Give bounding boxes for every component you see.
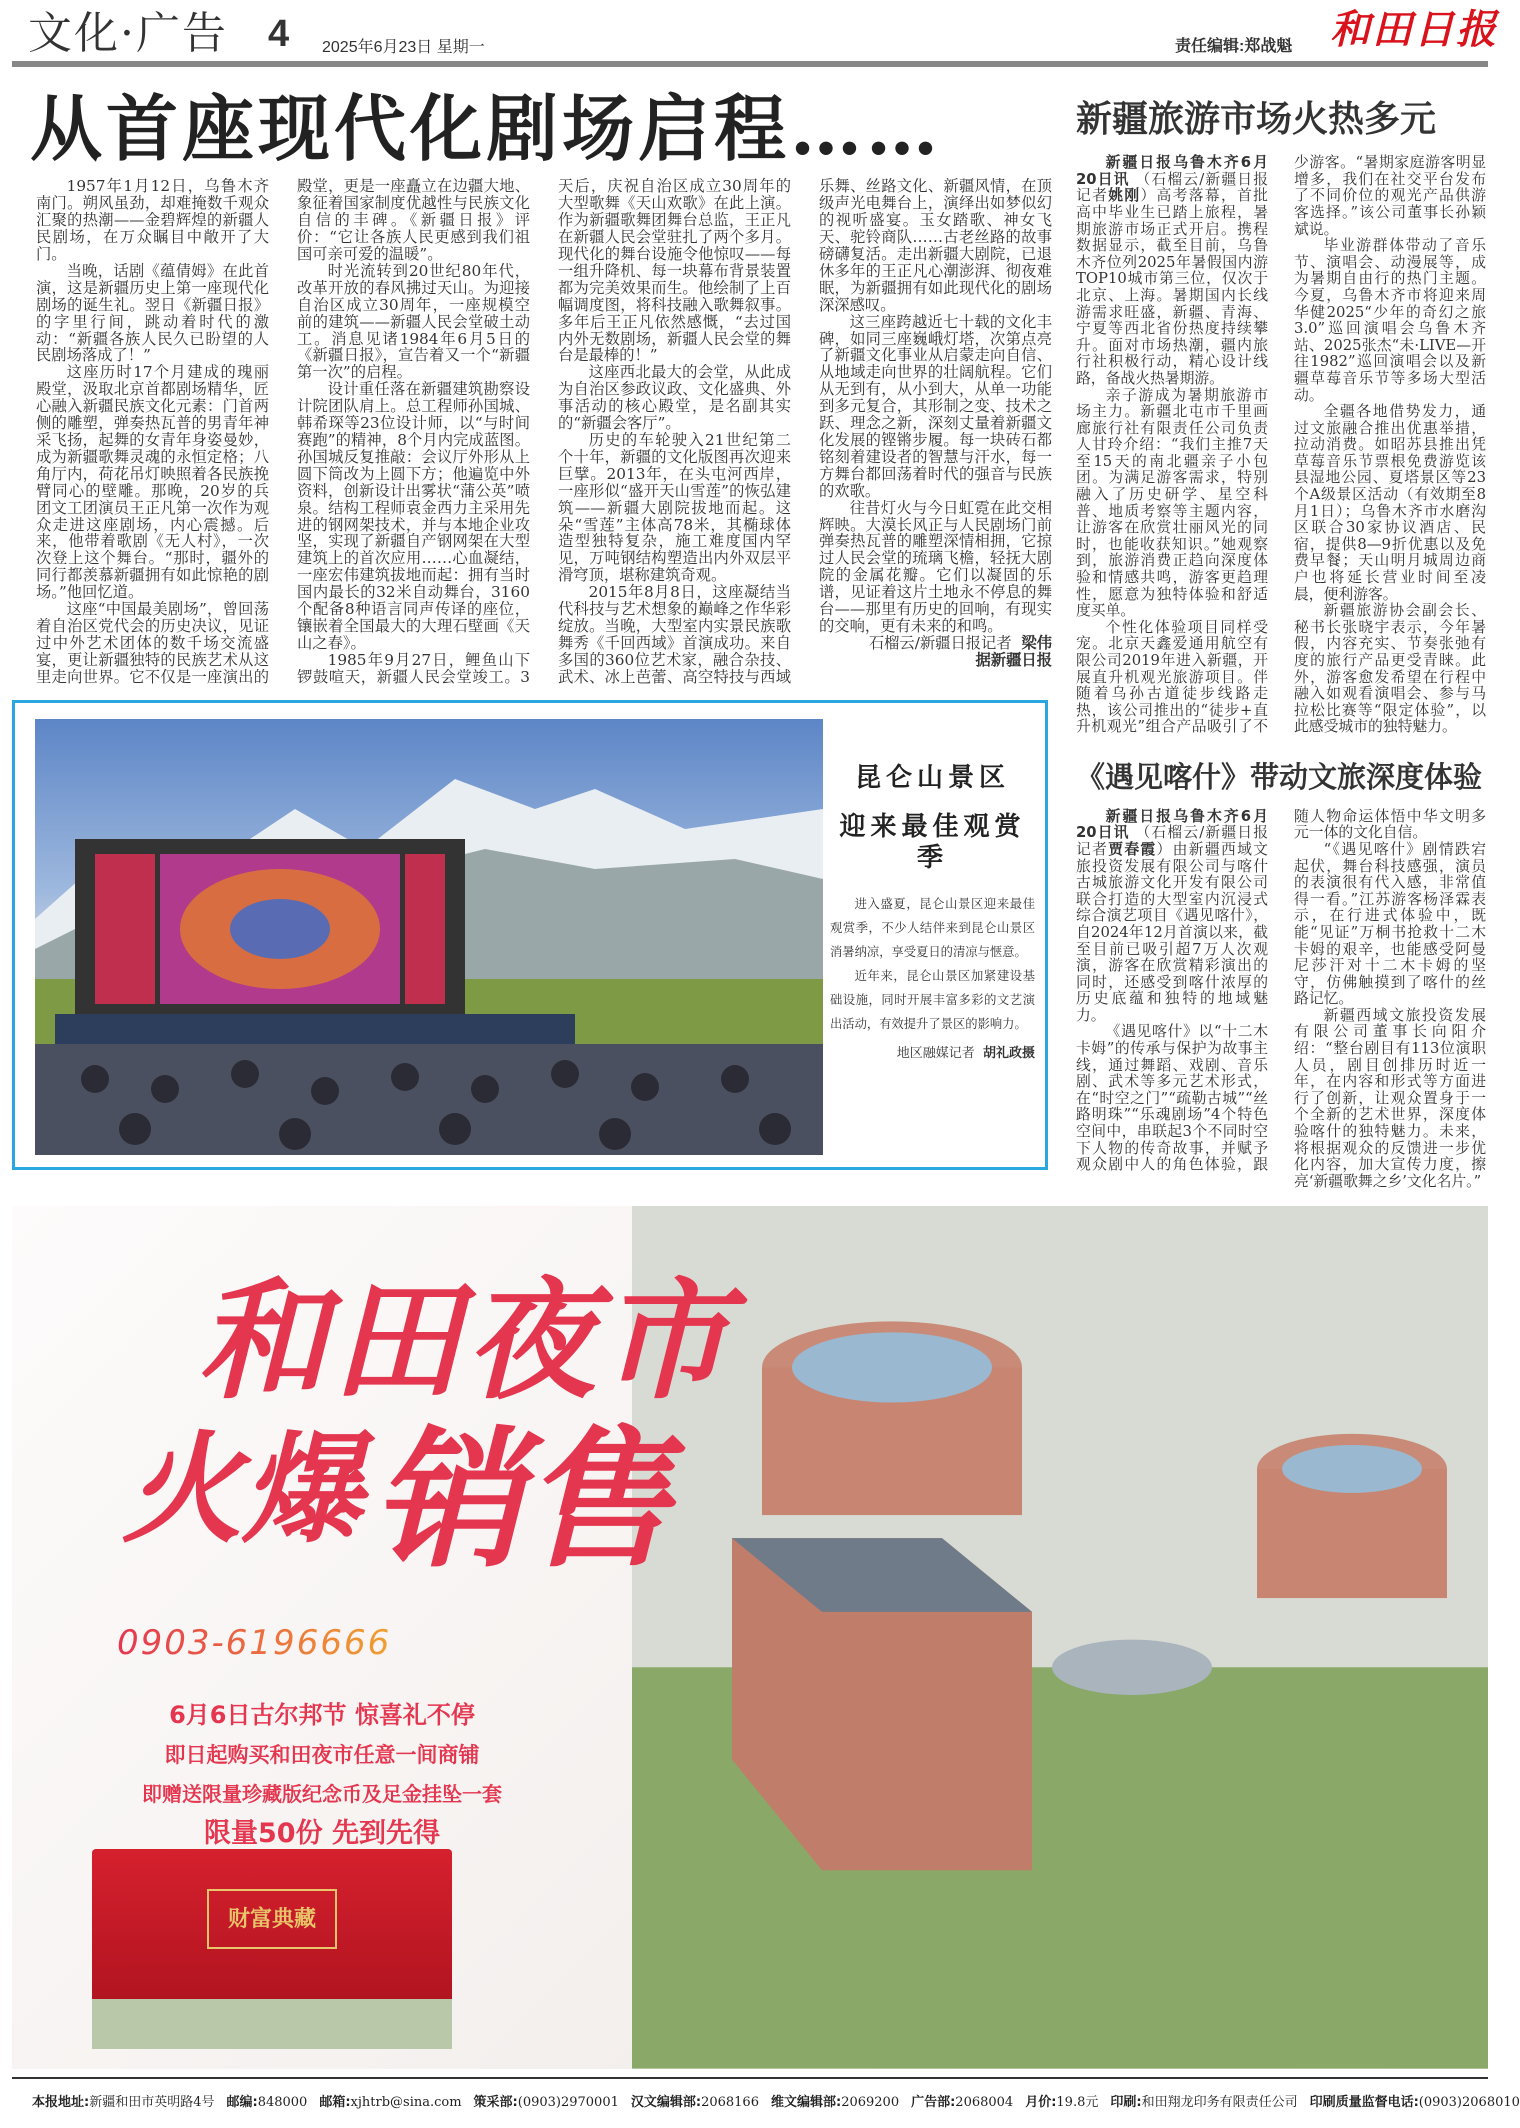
reporter: 姚刚 <box>1108 187 1141 205</box>
credit: （石榴云/新疆日报记者 <box>1076 824 1268 858</box>
footer-address: 本报地址:新疆和田市英明路4号 <box>32 2095 215 2110</box>
kashgar-headline: 《遇见喀什》带动文旅深度体验 <box>1076 759 1483 794</box>
tourism-article-body <box>1076 155 1486 736</box>
paragraph: 设计重任落在新疆建筑勘察设计院团队肩上。总工程师孙国城、韩希琛等23位设计师，以“与时间赛跑”的精神，8个月内完成蓝图。孙国城反复推敲：会议厅外形从上圆下筒改为上圆下方；他遍览中外资料，创新设计出雾状“蒲公英”喷泉。结构工程师袁金西力主采用先进的钢网架技术，并与本地企业攻坚，实现了新疆自产钢网架在大型建筑上的首次应用……心血凝结，一座宏伟建筑拔地而起：拥有当时国内最长的32米自动舞台，3160个配备8种语言同声传译的座位，镶嵌着全国最大的大理石壁画《天山之春》。 <box>297 380 530 652</box>
dateline: 新疆日报乌鲁木齐6月20日讯 <box>1076 154 1268 188</box>
caption-title-line2: 迎来最佳观赏季 <box>839 811 1026 873</box>
newspaper-logo: 和田日报 <box>1330 6 1498 53</box>
right-column <box>1076 74 1486 1190</box>
paragraph: 近年来，昆仑山景区加紧建设基础设施，同时开展丰富多彩的文艺演出活动，有效提升了景区的影响力。 <box>830 969 1035 1032</box>
paragraph: “《遇见喀什》剧情跌宕起伏，舞台科技感强，演员的表演很有代入感，非常值得一看。”江苏游客杨泽霖表示，在行进式体验中，既能“见证”万桐书抢救十二木卡姆的艰辛，也能感受阿曼尼莎汗对十二木卡姆的坚守，仿佛触摸到了喀什的丝路记忆。 <box>1294 840 1486 1008</box>
footer-printer: 印刷:和田翔龙印务有限责任公司 <box>1110 2095 1298 2110</box>
photo-credit <box>830 1042 1035 1066</box>
byline <box>819 635 1052 652</box>
dateline: 新疆日报乌鲁木齐6月20日讯 <box>1076 807 1268 842</box>
left-column <box>12 74 1052 1170</box>
banknote-set <box>92 1999 452 2049</box>
byline-name: 梁伟 <box>1021 633 1052 652</box>
byline-prefix: 石榴云/新疆日报记者 <box>868 633 1012 652</box>
architecture-rendering <box>632 1206 1488 2069</box>
paragraph: 这座西北最大的会堂，从此成为自治区参政议政、文化盛典、外事活动的核心殿堂，是名副其实的“新疆会客厅”。 <box>558 363 791 433</box>
paragraph: 往昔灯火与今日虹霓在此交相辉映。大漠长风正与人民剧场门前弹奏热瓦普的雕塑深情相拥，它掠过人民会堂的琉璃飞檐，轻抚大剧院的金属花瓣。它们以凝固的乐谱，见证着这片土地永不停息的舞台——那里有历史的回响，有现实的交响，更有未来的和鸣。 <box>819 498 1052 635</box>
main-headline: 从首座现代化剧场启程…… <box>30 86 943 171</box>
paragraph: 这三座跨越近七十载的文化丰碑，如同三座巍峨灯塔，次第点亮了新疆文化事业从启蒙走向自信、从地域走向世界的壮阔航程。它们从无到有，从小到大，从单一功能到多元复合，其形制之变、技术之跃、理念之新，深刻丈量着新疆文化发展的铿锵步履。每一块砖石都铭刻着建设者的智慧与汗水，每一方舞台都回荡着时代的强音与民族的欢歌。 <box>819 312 1052 500</box>
source-text: 据新疆日报 <box>975 650 1052 669</box>
paragraph: 时光流转到20世纪80年代，改革开放的春风拂过天山。为迎接自治区成立30周年，一座规模空前的建筑——新疆人民会堂破土动工。消息见诸1984年6月5日的《新疆日报》，宣告着又一个“新疆第一次”的启程。 <box>297 261 530 382</box>
gift-box-label: 财富典藏 <box>207 1889 337 1949</box>
tourism-headline: 新疆旅游市场火热多元 <box>1076 98 1437 140</box>
reporter: 贾春霞 <box>1108 840 1157 858</box>
articles-area <box>12 74 1488 1190</box>
footer-postcode: 邮编:848000 <box>226 2095 308 2110</box>
lead-text: ）由新疆西域文旅投资发展有限公司与喀什古城旅游文化开发有限公司联合打造的大型室内沉浸式综合演艺项目《遇见喀什》，自2024年12月首演以来，截至目前已吸引超7万人次观演，游客在欣赏精彩演出的同时，还感受到喀什浓厚的历史底蕴和独特的地域魅力。 <box>1076 840 1268 1024</box>
lead-paragraph <box>1076 809 1268 1025</box>
masthead-divider <box>12 61 1488 67</box>
paragraph: 1985年9月27日，鲤鱼山下锣鼓喧天，新疆人民会堂竣工。3天后，庆祝自治区成立30周年的大型歌舞《天山欢歌》在此上演。作为新疆歌舞团舞台总监，王正凡在新疆人民会堂驻扎了两个多月。现代化的舞台设施令他惊叹——每一组升降机、每一块幕布背景装置都为完美效果而生。他绘制了上百幅调度图，将科技融入歌舞叙事。多年后王正凡依然感慨，“去过国内外无数剧场，新疆人民会堂的舞台是最棒的！” <box>297 177 791 686</box>
credit-name: 胡礼政摄 <box>982 1046 1035 1062</box>
paragraph: 这座历时17个月建成的瑰丽殿堂，汲取北京首都剧场精华，匠心融入新疆民族文化元素：门首两侧的雕塑，弹奏热瓦普的男青年神采飞扬，起舞的女青年身姿曼妙，成为新疆歌舞灵魂的永恒定格；八角厅内，荷花吊灯映照着各民族挽臂同心的壁雕。那晚，20岁的兵团文工团演员王正凡第一次作为观众走进这座剧场，内心震撼。后来，他带着歌剧《无人村》，一次次登上这个舞台。“那时，疆外的同行都羡慕新疆拥有如此惊艳的剧场。”他回忆道。 <box>36 363 269 602</box>
gift-box <box>92 1849 452 2049</box>
paragraph: 新疆西域文旅投资发展有限公司董事长向阳介绍：“整台剧目有113位演职人员，剧目创排历时近一年，在内容和形式等方面进行了创新，让观众置身于一个全新的艺术世界，深度体验喀什的独特魅力。未来，将根据观众的反馈进一步优化内容，加大宣传力度，擦亮‘新疆歌舞之乡’文化名片。” <box>1294 1006 1486 1190</box>
lead-text: ）高考落幕，首批高中毕业生已踏上旅程，暑期旅游市场正式开启。携程数据显示，截至目前，乌鲁木齐位列2025年暑假国内游TOP10城市第三位，仅次于北京、上海。暑期国内长线游需求旺盛，新疆、青海、宁夏等西北省份热度持续攀升。面对市场热潮，疆内旅行社积极行动，精心设计线路，备战火热暑期游。 <box>1076 187 1268 387</box>
responsible-editor: 责任编辑:郑战魁 <box>1175 38 1293 55</box>
page-number: 4 <box>268 13 290 55</box>
lead-paragraph <box>1076 155 1268 387</box>
paragraph: 亲子游成为暑期旅游市场主力。新疆北屯市千里画廊旅行社有限责任公司负责人甘玲介绍：“我们主推7天至15天的南北疆亲子小包团。为满足游客需求，特别融入了历史研学、星空科普、地质考察等主题内容，让游客在欣赏壮丽风光的同时，也能收获知识。”她观察到，旅游消费正趋向深度体验和情感共鸣，游客更趋理性，愿意为独特体验和舒适度买单。 <box>1076 386 1268 620</box>
ad-line: 即日起购买和田夜市任意一间商铺 <box>164 1743 480 1768</box>
paragraph: 进入盛夏，昆仑山景区迎来最佳观赏季，不少人结伴来到昆仑山景区消暑纳凉，享受夏日的清凉与惬意。 <box>830 897 1035 960</box>
paragraph: 毕业游群体带动了音乐节、演唱会、动漫展等，成为暑期自由行的热门主题。今夏，乌鲁木齐市将迎来周华健2025“少年的奇幻之旅3.0”巡回演唱会乌鲁木齐站、2025张杰“未·LIVE—开往1982”巡回演唱会以及新疆草莓音乐节等多场大型活动。 <box>1294 237 1486 404</box>
source <box>819 652 1052 669</box>
kashgar-article-body <box>1076 809 1486 1191</box>
credit-prefix: 地区融媒记者 <box>896 1046 975 1062</box>
paragraph: 这座“中国最美剧场”，曾回荡着自治区党代会的历史决议，见证过中外艺术团体的数千场交流盛宴，更让新疆独特的民族艺术从这里走向世界。它不仅是一座演出的殿堂，更是一座矗立在边疆大地、象征着国家制度优越性与民族文化自信的丰碑。《新疆日报》评价：“它让各族人民更感到我们祖国可亲可爱的温暖”。 <box>36 177 530 686</box>
ad-title: 和田夜市 <box>197 1265 734 1418</box>
ad-title-hot: 火爆 <box>122 1421 362 1561</box>
photo-caption <box>830 763 1035 1067</box>
section-title: 文化·广告 <box>28 8 228 59</box>
paragraph: 当晚，话剧《蕴倩姆》在此首演，这是新疆历史上第一座现代化剧场的诞生礼。翌日《新疆日报》的字里行间，跳动着时代的激动：“新疆各族人民久已盼望的人民剧场落成了！” <box>36 261 269 365</box>
masthead <box>0 0 1500 74</box>
ad-line: 即赠送限量珍藏版纪念币及足金挂坠一套 <box>142 1782 502 1807</box>
paragraph: 全疆各地借势发力，通过文旅融合推出优惠举措，拉动消费。如昭苏县推出凭草莓音乐节票根免费游览该县湿地公园、夏塔景区等23个A级景区活动（有效期至8月1日）；乌鲁木齐市水磨沟区联合30家协议酒店、民宿，提供8—9折优惠以及免费早餐；天山明月城周边商户也将延长营业时间至凌晨，便利游客。 <box>1294 403 1486 603</box>
footer-info <box>32 2091 1520 2110</box>
caption-body <box>830 892 1035 1066</box>
paragraph: 历史的车轮驶入21世纪第二个十年，新疆的文化版图再次迎来巨擘。2013年，在头屯河西岸，一座形似“盛开天山雪莲”的恢弘建筑——新疆大剧院拔地而起。这朵“雪莲”主体高78米，其椭球体造型独特复杂，施工难度国内罕见，万吨钢结构塑造出内外双层平滑穹顶，堪称建筑奇观。 <box>558 430 791 585</box>
ad-phone: 0903-6196666 <box>117 1623 392 1664</box>
footer-email: 邮箱:xjhtrb@sina.com <box>319 2095 462 2110</box>
caption-title-line1: 昆仑山景区 <box>854 762 1010 793</box>
paragraph: 新疆旅游协会副会长、秘书长张晓宇表示，今年暑假，内容充实、节奏张弛有度的旅行产品更受青睐。此外，游客愈发希望在行程中融入如观看演唱会、参与马拉松比赛等“限定体验”，以此感受城市的独特魅力。 <box>1294 602 1486 736</box>
ad-line: 6月6日古尔邦节 惊喜礼不停 <box>169 1701 475 1730</box>
photo-feature-box <box>12 700 1048 1170</box>
footer-ad-dept: 广告部:2068004 <box>911 2095 1014 2110</box>
paragraph: 个性化体验项目同样受宠。北京天鑫爱通用航空有限公司2019年进入新疆，开展直升机观光旅游项目。伴随着乌孙古道徒步线路走热，该公司推出的“徒步+直升机观光”组合产品吸引了不少游客。“暑期家庭游客明显增多，我们在社交平台发布了不同价位的观光产品供游客选择。”该公司董事长孙颖斌说。 <box>1076 154 1486 736</box>
kunlun-stage-photo <box>35 719 823 1155</box>
issue-date: 2025年6月23日 星期一 <box>322 39 485 56</box>
night-market-advertisement <box>12 1206 1488 2069</box>
credit: （石榴云/新疆日报记者 <box>1076 170 1268 205</box>
paragraph: 《遇见喀什》以“十二木卡姆”的传承与保护为故事主线，通过舞蹈、戏剧、音乐剧、武术等多元艺术形式，在“时空之门”“疏勒古城”“丝路明珠”“乐魂剧场”4个特色空间中，串联起3个不同时空下人物的传奇故事，并赋予观众剧中人的角色体验，跟随人物命运体悟中华文明多元一体的文化自信。 <box>1076 807 1486 1174</box>
main-article-body <box>36 178 1052 685</box>
photo-illustration <box>35 719 823 1155</box>
ad-title-sale: 销售 <box>372 1414 673 1589</box>
ad-line: 限量50份 先到先得 <box>204 1818 440 1850</box>
footer-chinese-editorial: 汉文编辑部:2068166 <box>630 2095 759 2110</box>
footer-planning-dept: 策采部:(0903)2970001 <box>473 2095 619 2110</box>
footer-divider <box>12 2077 1488 2079</box>
paragraph: 1957年1月12日，乌鲁木齐南门。朔风虽劲，却难掩数千观众汇聚的热潮——金碧辉煌的新疆人民剧场，在万众瞩目中敞开了大门。 <box>36 177 269 264</box>
footer-quality-hotline: 印刷质量监督电话:(0903)2068010 <box>1309 2095 1520 2110</box>
footer-monthly-price: 月价:19.8元 <box>1025 2095 1099 2110</box>
paragraph: 2015年8月8日，这座凝结当代科技与艺术想象的巅峰之作华彩绽放。当晚，大型室内实景民族歌舞秀《千回西域》首演成功。来自多国的360位艺术家，融合杂技、武术、冰上芭蕾、高空特技与西域乐舞、丝路文化、新疆风情，在顶级声光电舞台上，演绎出如梦似幻的视听盛宴。玉女踏歌、神女飞天、驼铃商队……古老丝路的故事磅礴复活。走出新疆大剧院，已退休多年的王正凡心潮澎湃、彻夜难眠，为新疆拥有如此现代化的剧场深深感叹。 <box>558 177 1052 686</box>
footer-uyghur-editorial: 维文编辑部:2069200 <box>770 2095 900 2110</box>
